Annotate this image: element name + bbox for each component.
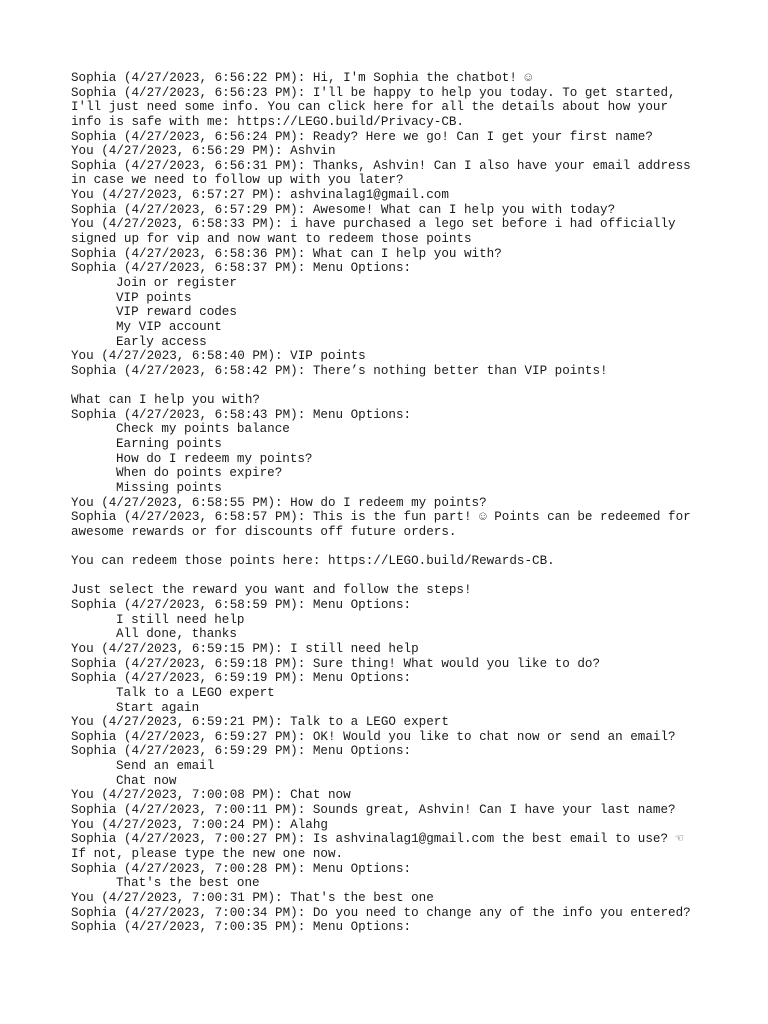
bot-message-line: Sophia (4/27/2023, 6:56:22 PM): Hi, I'm Sophia the chatbot! ☺: [71, 71, 533, 85]
menu-option: Start again: [116, 700, 200, 715]
user-message-line: You (4/27/2023, 6:59:15 PM): I still need help: [71, 641, 419, 656]
menu-option: Missing points: [116, 480, 222, 495]
chat-transcript: [71, 71, 731, 935]
user-message-line: You (4/27/2023, 6:59:21 PM): Talk to a LEGO expert: [71, 715, 449, 730]
bot-message-line: Sophia (4/27/2023, 6:58:57 PM): This is the fun part! ☺ Points can be redeemed for: [71, 510, 691, 525]
menu-option: Check my points balance: [116, 422, 290, 437]
user-message-line: You (4/27/2023, 6:57:27 PM): ashvinalag1@gmail.com: [71, 188, 449, 203]
bot-message-line: Sophia (4/27/2023, 6:59:27 PM): OK! Would you like to chat now or send an email?: [71, 729, 676, 744]
bot-message-line: Sophia (4/27/2023, 6:58:36 PM): What can I help you with?: [71, 246, 502, 261]
menu-option: My VIP account: [116, 319, 222, 334]
message-continuation-line: signed up for vip and now want to redeem those points: [71, 232, 472, 247]
bot-message-line: Sophia (4/27/2023, 6:56:23 PM): I'll be happy to help you today. To get started,: [71, 85, 676, 100]
menu-option: When do points expire?: [116, 466, 283, 481]
menu-option: VIP reward codes: [116, 305, 237, 320]
bot-message-line: Sophia (4/27/2023, 6:59:29 PM): Menu Options:: [71, 744, 412, 759]
message-continuation-line: in case we need to follow up with you later?: [71, 173, 404, 188]
bot-message-line: Sophia (4/27/2023, 6:58:43 PM): Menu Options:: [71, 407, 412, 422]
menu-option: Early access: [116, 334, 207, 349]
menu-option: Talk to a LEGO expert: [116, 685, 275, 700]
bot-message-line: Sophia (4/27/2023, 6:59:19 PM): Menu Options:: [71, 671, 412, 686]
message-continuation-line: awesome rewards or for discounts off future orders.: [71, 524, 457, 539]
user-message-line: You can redeem those points here: https://LEGO.build/Rewards-CB.: [71, 554, 555, 569]
menu-option: All done, thanks: [116, 627, 237, 642]
message-continuation-line: I'll just need some info. You can click here for all the details about how your: [71, 100, 669, 115]
bot-message-line: Sophia (4/27/2023, 6:56:24 PM): Ready? Here we go! Can I get your first name?: [71, 129, 653, 144]
user-message-line: You (4/27/2023, 7:00:24 PM): Alahg: [71, 817, 328, 832]
bot-message-line: Sophia (4/27/2023, 7:00:35 PM): Menu Options:: [71, 920, 412, 935]
menu-option: VIP points: [116, 290, 192, 305]
menu-option: I still need help: [116, 612, 245, 627]
user-message-line: You (4/27/2023, 6:58:55 PM): How do I redeem my points?: [71, 495, 487, 510]
menu-option: How do I redeem my points?: [116, 451, 313, 466]
message-continuation-line: info is safe with me: https://LEGO.build/Privacy-CB.: [71, 114, 464, 129]
bot-message-line: Sophia (4/27/2023, 6:58:37 PM): Menu Options:: [71, 261, 412, 276]
bot-message-line: Sophia (4/27/2023, 6:56:31 PM): Thanks, Ashvin! Can I also have your email address: [71, 158, 691, 173]
menu-option: Earning points: [116, 437, 222, 452]
menu-option: Send an email: [116, 759, 215, 774]
bot-message-line: Sophia (4/27/2023, 6:59:18 PM): Sure thing! What would you like to do?: [71, 656, 601, 671]
menu-option: Chat now: [116, 773, 177, 788]
user-message-line: You (4/27/2023, 6:58:33 PM): i have purchased a lego set before i had officially: [71, 217, 676, 232]
user-message-line: You (4/27/2023, 6:58:40 PM): VIP points: [71, 349, 366, 364]
user-message-line: You (4/27/2023, 6:56:29 PM): Ashvin: [71, 144, 336, 159]
bot-message-line: Sophia (4/27/2023, 7:00:34 PM): Do you need to change any of the info you entered?: [71, 905, 691, 920]
menu-option: Join or register: [116, 275, 237, 290]
blank-line: [71, 540, 731, 555]
message-continuation-line: Just select the reward you want and follow the steps!: [71, 583, 472, 598]
bot-message-line: Sophia (4/27/2023, 7:00:27 PM): Is ashvinalag1@gmail.com the best email to use? ☜: [71, 832, 684, 847]
message-continuation-line: What can I help you with?: [71, 393, 260, 408]
menu-option: That's the best one: [116, 876, 260, 891]
user-message-line: You (4/27/2023, 7:00:08 PM): Chat now: [71, 788, 351, 803]
bot-message-line: Sophia (4/27/2023, 6:57:29 PM): Awesome! What can I help you with today?: [71, 202, 616, 217]
message-continuation-line: If not, please type the new one now.: [71, 846, 344, 861]
bot-message-line: Sophia (4/27/2023, 6:58:42 PM): There’s nothing better than VIP points!: [71, 363, 608, 378]
user-message-line: You (4/27/2023, 7:00:31 PM): That's the best one: [71, 890, 434, 905]
bot-message-line: Sophia (4/27/2023, 6:58:59 PM): Menu Options:: [71, 598, 412, 613]
blank-line: [71, 378, 731, 393]
blank-line: [71, 569, 731, 584]
bot-message-line: Sophia (4/27/2023, 7:00:28 PM): Menu Options:: [71, 861, 412, 876]
bot-message-line: Sophia (4/27/2023, 7:00:11 PM): Sounds great, Ashvin! Can I have your last name?: [71, 803, 676, 818]
